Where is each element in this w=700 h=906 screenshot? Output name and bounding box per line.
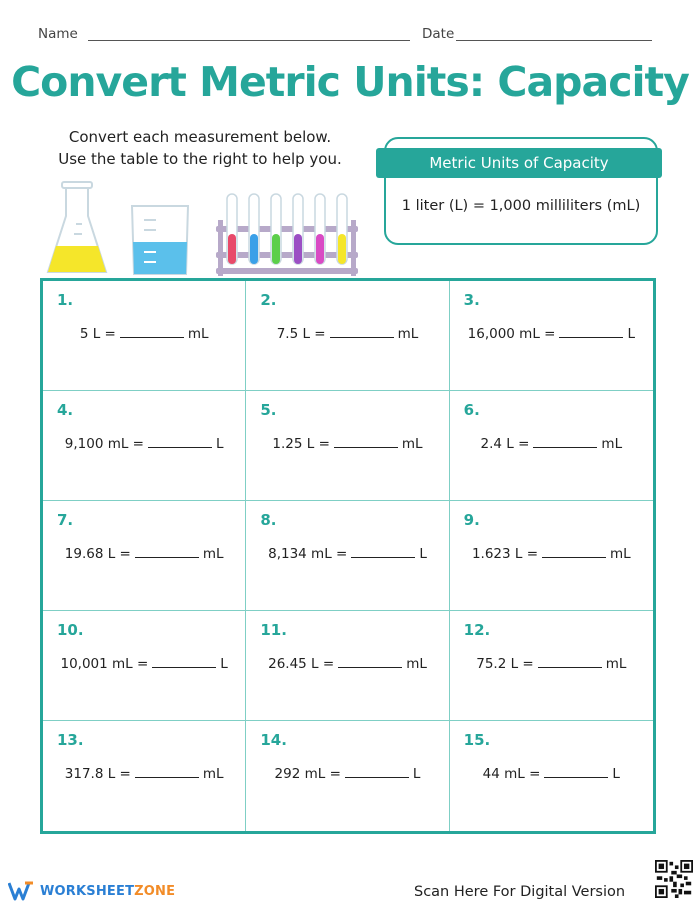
qr-code-icon[interactable] [655,860,693,898]
problem-grid [40,278,656,834]
answer-blank[interactable] [559,325,623,338]
beaker-icon [132,206,188,274]
problem-cell [450,281,653,391]
scan-text: Scan Here For Digital Version [414,884,626,900]
problem-number: 10. [57,621,84,639]
logo-accent: ZONE [134,883,176,899]
problem-given: 5 L = [79,326,116,342]
answer-blank[interactable] [345,765,409,778]
reference-heading: Metric Units of Capacity [376,148,662,178]
problem-cell [246,501,449,611]
worksheet-zone-logo[interactable] [8,878,175,904]
problem-given: 19.68 L = [64,546,131,562]
worksheet-zone-logo-icon [8,880,34,902]
problem-given: 8,134 mL = [268,546,348,562]
problem-given: 317.8 L = [64,766,131,782]
problem-number: 8. [260,511,277,529]
problem-cell [450,391,653,501]
answer-blank[interactable] [135,765,199,778]
problem-cell [246,721,449,831]
problem-given: 16,000 mL = [467,326,556,342]
problem-cell [246,281,449,391]
logo-text [40,884,175,899]
problem-unit: L [419,546,427,562]
answer-blank[interactable] [152,655,216,668]
name-label: Name [38,26,78,42]
problem-given: 10,001 mL = [60,656,149,672]
answer-blank[interactable] [533,435,597,448]
answer-blank[interactable] [120,325,184,338]
problem-cell [43,281,246,391]
lab-glassware-illustration [44,180,364,280]
problem-unit: mL [187,326,209,342]
answer-blank[interactable] [544,765,608,778]
problem-given: 9,100 mL = [64,436,144,452]
problem-number: 1. [57,291,74,309]
problem-cell [450,611,653,721]
problem-cell [246,391,449,501]
problem-unit: mL [202,546,224,562]
answer-blank[interactable] [542,545,606,558]
problem-cell [450,501,653,611]
problem-number: 14. [260,731,287,749]
answer-blank[interactable] [351,545,415,558]
problem-given: 7.5 L = [276,326,326,342]
problem-given: 1.623 L = [471,546,539,562]
problem-unit: L [627,326,635,342]
page-title: Convert Metric Units: Capacity [11,58,689,106]
problem-cell [246,611,449,721]
problem-number: 12. [463,621,491,639]
answer-blank[interactable] [148,435,212,448]
problem-unit: mL [610,546,631,562]
problem-cell [450,721,653,831]
problem-given: 75.2 L = [476,656,534,672]
test-tube-rack-icon [216,194,358,276]
instruction-line-1: Convert each measurement below. [68,128,332,146]
problem-unit: mL [397,326,419,342]
erlenmeyer-flask-icon [48,182,106,272]
answer-blank[interactable] [334,435,398,448]
problem-number: 7. [57,511,74,529]
problem-given: 26.45 L = [268,656,335,672]
date-label: Date [422,26,455,42]
problem-unit: L [216,436,224,452]
problem-cell [43,391,246,501]
problem-cell [43,611,246,721]
problem-given: 1.25 L = [272,436,330,452]
problem-unit: mL [605,656,627,672]
problem-unit: mL [406,656,427,672]
problem-unit: mL [202,766,224,782]
problem-given: 292 mL = [274,766,341,782]
problem-unit: mL [401,436,423,452]
problem-number: 15. [463,731,491,749]
logo-main: WORKSHEET [40,883,135,899]
problem-cell [43,501,246,611]
date-field[interactable] [456,40,652,41]
problem-unit: L [220,656,228,672]
answer-blank[interactable] [330,325,394,338]
problem-given: 2.4 L = [480,436,530,452]
problem-number: 3. [463,291,480,309]
problem-cell [43,721,246,831]
answer-blank[interactable] [338,655,402,668]
problem-number: 9. [463,511,480,529]
problem-number: 2. [260,291,277,309]
problem-number: 5. [260,401,277,419]
problem-unit: L [612,766,620,782]
problem-number: 4. [57,401,74,419]
instruction-line-2: Use the table to the right to help you. [58,150,342,168]
answer-blank[interactable] [538,655,602,668]
name-field[interactable] [88,40,410,41]
problem-number: 6. [463,401,480,419]
answer-blank[interactable] [135,545,199,558]
problem-unit: L [412,766,421,782]
instructions [40,126,360,170]
problem-unit: mL [601,436,623,452]
problem-number: 11. [260,621,287,639]
reference-fact: 1 liter (L) = 1,000 milliliters (mL) [401,198,641,214]
problem-given: 44 mL = [482,766,541,782]
problem-number: 13. [57,731,84,749]
